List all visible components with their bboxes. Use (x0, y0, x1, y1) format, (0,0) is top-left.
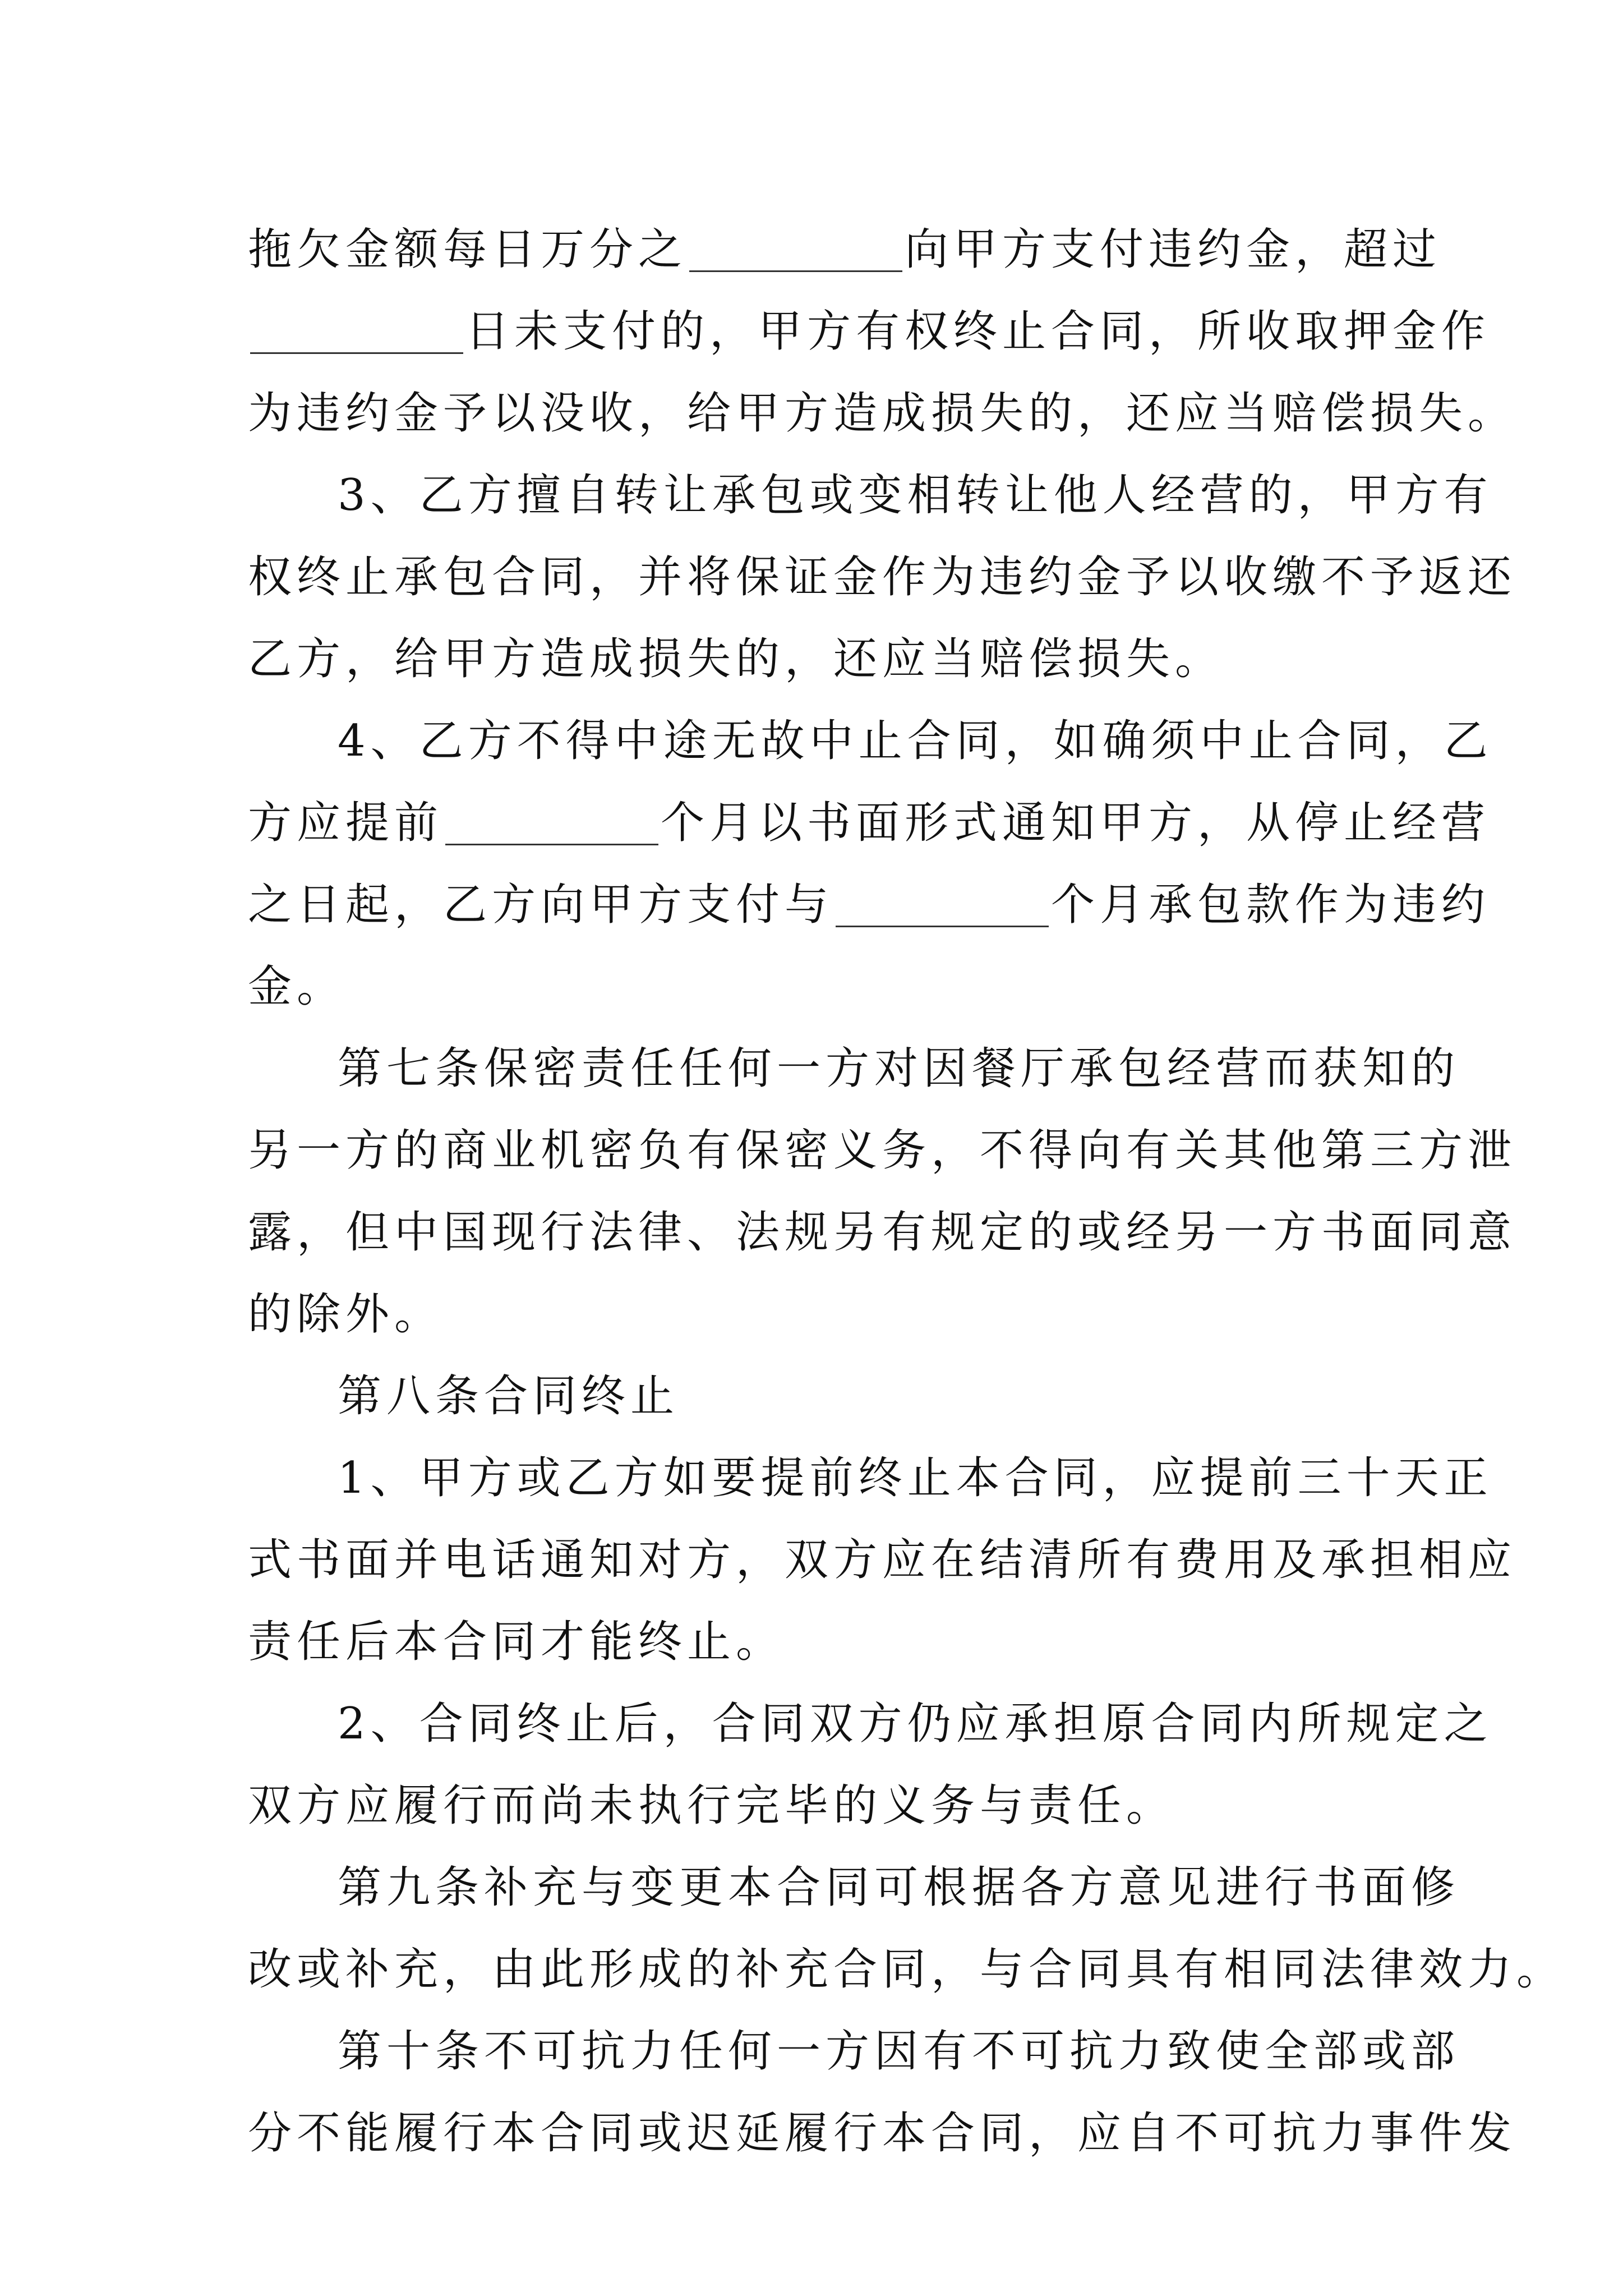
article-9-start: 第九条补充与变更本合同可根据各方意见进行书面修 (338, 1862, 1460, 1913)
article-8-item-1-line-2: 式书面并电话通知对方，双方应在结清所有费用及承担相应 (248, 1535, 1517, 1585)
fill-in-blank (689, 224, 902, 272)
clause-3-line-3: 乙方，给甲方造成损失的，还应当赔偿损失。 (248, 634, 1224, 684)
article-8-item-2-line-2: 双方应履行而尚未执行完毕的义务与责任。 (248, 1780, 1175, 1831)
clause-4-line-3 (248, 864, 1491, 946)
line-2-part-1: 日未支付的，甲方有权终止合同，所收取押金作 (465, 306, 1491, 357)
clause-3-start: 3、乙方擅自转让承包或变相转让他人经营的，甲方有 (338, 470, 1493, 521)
clause-4-line-2 (248, 782, 1491, 864)
fill-in-blank (836, 880, 1049, 927)
text-line-3: 为违约金予以没收，给甲方造成损失的，还应当赔偿损失。 (248, 388, 1517, 439)
clause-3-line-2: 权终止承包合同，并将保证金作为违约金予以收缴不予返还 (248, 552, 1517, 602)
clause-4-line-2-part-2: 个月以书面形式通知甲方，从停止经营 (661, 798, 1491, 848)
article-8-item-1-start: 1、甲方或乙方如要提前终止本合同，应提前三十天正 (338, 1453, 1493, 1503)
clause-4-start: 4、乙方不得中途无故中止合同，如确须中止合同，乙 (338, 716, 1493, 766)
fill-in-blank (250, 306, 463, 354)
line-1-part-2: 向甲方支付违约金，超过 (905, 224, 1442, 275)
text-line-1 (248, 209, 1442, 291)
article-7-line-3: 露，但中国现行法律、法规另有规定的或经另一方书面同意 (248, 1207, 1517, 1258)
clause-4-line-4: 金。 (248, 961, 346, 1012)
article-9-line-2: 改或补充，由此形成的补充合同，与合同具有相同法律效力。 (248, 1944, 1566, 1995)
article-7-start: 第七条保密责任任何一方对因餐厅承包经营而获知的 (338, 1043, 1460, 1094)
article-8-item-1-line-3: 责任后本合同才能终止。 (248, 1617, 785, 1667)
clause-4-line-3-part-2: 个月承包款作为违约 (1051, 880, 1491, 930)
text-line-2 (248, 291, 1491, 372)
line-1-part-1: 拖欠金额每日万分之 (248, 224, 688, 275)
article-7-line-4: 的除外。 (248, 1289, 444, 1340)
contract-body (248, 209, 1566, 2174)
article-10-line-2: 分不能履行本合同或迟延履行本合同，应自不可抗力事件发 (248, 2108, 1517, 2159)
article-8-heading: 第八条合同终止 (338, 1371, 680, 1421)
clause-4-line-2-part-1: 方应提前 (248, 798, 444, 848)
fill-in-blank (445, 798, 658, 845)
article-10-start: 第十条不可抗力任何一方因有不可抗力致使全部或部 (338, 2026, 1460, 2077)
article-7-line-2: 另一方的商业机密负有保密义务，不得向有关其他第三方泄 (248, 1125, 1517, 1176)
clause-4-line-3-part-1: 之日起，乙方向甲方支付与 (248, 880, 834, 930)
article-8-item-2-start: 2、合同终止后，合同双方仍应承担原合同内所规定之 (338, 1699, 1493, 1749)
